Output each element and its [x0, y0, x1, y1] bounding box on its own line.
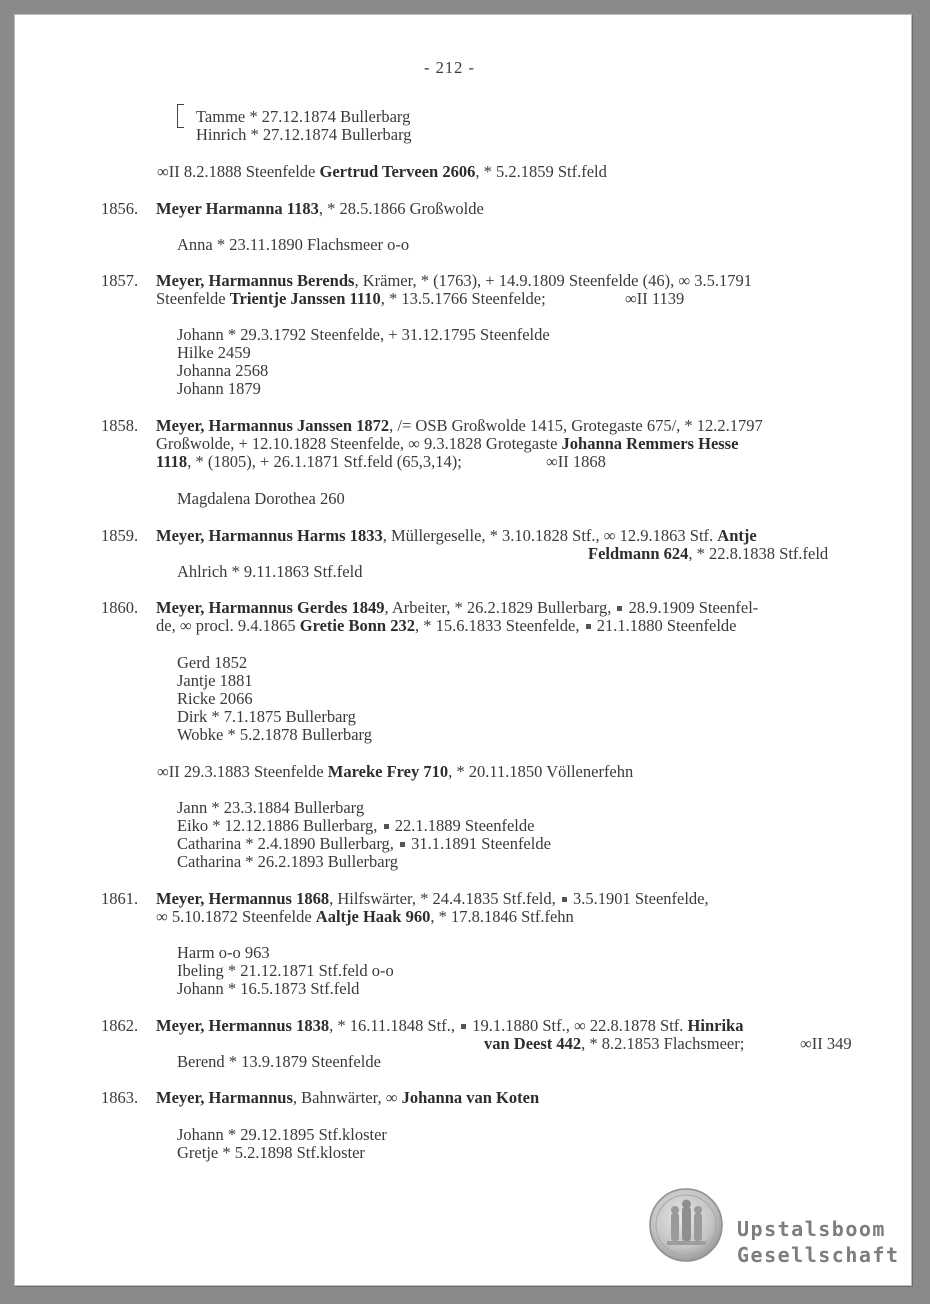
child-line: Harm o-o 963	[177, 943, 270, 962]
logo-line-1: Upstalsboom	[737, 1217, 886, 1241]
child-line: Dirk * 7.1.1875 Bullerbarg	[177, 707, 356, 726]
entry-number: 1863.	[101, 1088, 139, 1107]
child-line: Johanna 2568	[177, 361, 269, 380]
child-line: Johann * 16.5.1873 Stf.feld	[177, 979, 360, 998]
entry-line: Meyer, Harmannus Berends, Krämer, * (1763), + 14.9.1809 Steenfelde (46), ∞ 3.5.1791	[156, 271, 752, 290]
child-line: Ricke 2066	[177, 689, 253, 708]
cross-reference: ∞II 1139	[625, 289, 685, 308]
entry-line: ∞ 5.10.1872 Steenfelde Aaltje Haak 960, * 17.8.1846 Stf.fehn	[156, 907, 574, 926]
marriage-line: ∞II 29.3.1883 Steenfelde Mareke Frey 710, * 20.11.1850 Völlenerfehn	[157, 762, 634, 781]
entry-line: Meyer, Harmannus, Bahnwärter, ∞ Johanna van Koten	[156, 1088, 540, 1107]
entry-number: 1856.	[101, 199, 139, 218]
burial-icon	[562, 897, 567, 902]
burial-icon	[617, 606, 622, 611]
burial-icon	[400, 842, 405, 847]
seal-icon	[647, 1187, 727, 1263]
child-line: Hinrich * 27.12.1874 Bullerbarg	[196, 125, 412, 144]
entry-number: 1862.	[101, 1016, 139, 1035]
child-line: Johann * 29.12.1895 Stf.kloster	[177, 1125, 387, 1144]
burial-icon	[461, 1024, 466, 1029]
child-line: Catharina * 2.4.1890 Bullerbarg, 31.1.1891 Steenfelde	[177, 834, 551, 853]
entry-number: 1857.	[101, 271, 139, 290]
entry-line: Meyer, Harmannus Harms 1833, Müllergeselle, * 3.10.1828 Stf., ∞ 12.9.1863 Stf. Antje	[156, 526, 757, 545]
child-line: Berend * 13.9.1879 Steenfelde	[177, 1052, 381, 1071]
child-line: Anna * 23.11.1890 Flachsmeer o-o	[177, 235, 410, 254]
page-number: - 212 -	[424, 58, 475, 77]
twin-bracket	[177, 104, 184, 128]
entry-line: Meyer Harmanna 1183, * 28.5.1866 Großwolde	[156, 199, 484, 218]
entry-line: Feldmann 624, * 22.8.1838 Stf.feld	[588, 544, 829, 563]
child-line: Wobke * 5.2.1878 Bullerbarg	[177, 725, 372, 744]
entry-number: 1860.	[101, 598, 139, 617]
child-line: Ibeling * 21.12.1871 Stf.feld o-o	[177, 961, 394, 980]
child-line: Tamme * 27.12.1874 Bullerbarg	[196, 107, 411, 126]
child-line: Jantje 1881	[177, 671, 253, 690]
child-line: Eiko * 12.12.1886 Bullerbarg, 22.1.1889 Steenfelde	[177, 816, 535, 835]
entry-line: Steenfelde Trientje Janssen 1110, * 13.5.1766 Steenfelde;	[156, 289, 546, 308]
child-line: Hilke 2459	[177, 343, 251, 362]
child-line: Gretje * 5.2.1898 Stf.kloster	[177, 1143, 365, 1162]
entry-number: 1858.	[101, 416, 139, 435]
entry-line: Meyer, Hermannus 1868, Hilfswärter, * 24.4.1835 Stf.feld, 3.5.1901 Steenfelde,	[156, 889, 709, 908]
entry-line: de, ∞ procl. 9.4.1865 Gretie Bonn 232, * 15.6.1833 Steenfelde, 21.1.1880 Steenfelde	[156, 616, 737, 635]
society-logo	[647, 1187, 900, 1267]
entry-line: Großwolde, + 12.10.1828 Steenfelde, ∞ 9.3.1828 Grotegaste Johanna Remmers Hesse	[156, 434, 739, 453]
cross-reference: ∞II 1868	[546, 452, 606, 471]
entry-number: 1861.	[101, 889, 139, 908]
entry-line: Meyer, Harmannus Gerdes 1849, Arbeiter, * 26.2.1829 Bullerbarg, 28.9.1909 Steenfel-	[156, 598, 759, 617]
child-line: Gerd 1852	[177, 653, 248, 672]
entry-line: 1118, * (1805), + 26.1.1871 Stf.feld (65,3,14);	[156, 452, 462, 471]
child-line: Jann * 23.3.1884 Bullerbarg	[177, 798, 365, 817]
child-line: Catharina * 26.2.1893 Bullerbarg	[177, 852, 399, 871]
entry-line: Meyer, Hermannus 1838, * 16.11.1848 Stf., 19.1.1880 Stf., ∞ 22.8.1878 Stf. Hinrika	[156, 1016, 744, 1035]
child-line: Johann * 29.3.1792 Steenfelde, + 31.12.1795 Steenfelde	[177, 325, 550, 344]
entry-line: Meyer, Harmannus Janssen 1872, /= OSB Großwolde 1415, Grotegaste 675/, * 12.2.1797	[156, 416, 763, 435]
cross-reference: ∞II 349	[800, 1034, 852, 1053]
child-line: Johann 1879	[177, 379, 261, 398]
entry-number: 1859.	[101, 526, 139, 545]
entry-line: van Deest 442, * 8.2.1853 Flachsmeer;	[484, 1034, 745, 1053]
child-line: Magdalena Dorothea 260	[177, 489, 345, 508]
burial-icon	[384, 824, 389, 829]
child-line: Ahlrich * 9.11.1863 Stf.feld	[177, 562, 363, 581]
logo-line-2: Gesellschaft	[737, 1243, 900, 1267]
burial-icon	[586, 624, 591, 629]
marriage-line: ∞II 8.2.1888 Steenfelde Gertrud Terveen 2606, * 5.2.1859 Stf.feld	[157, 162, 607, 181]
